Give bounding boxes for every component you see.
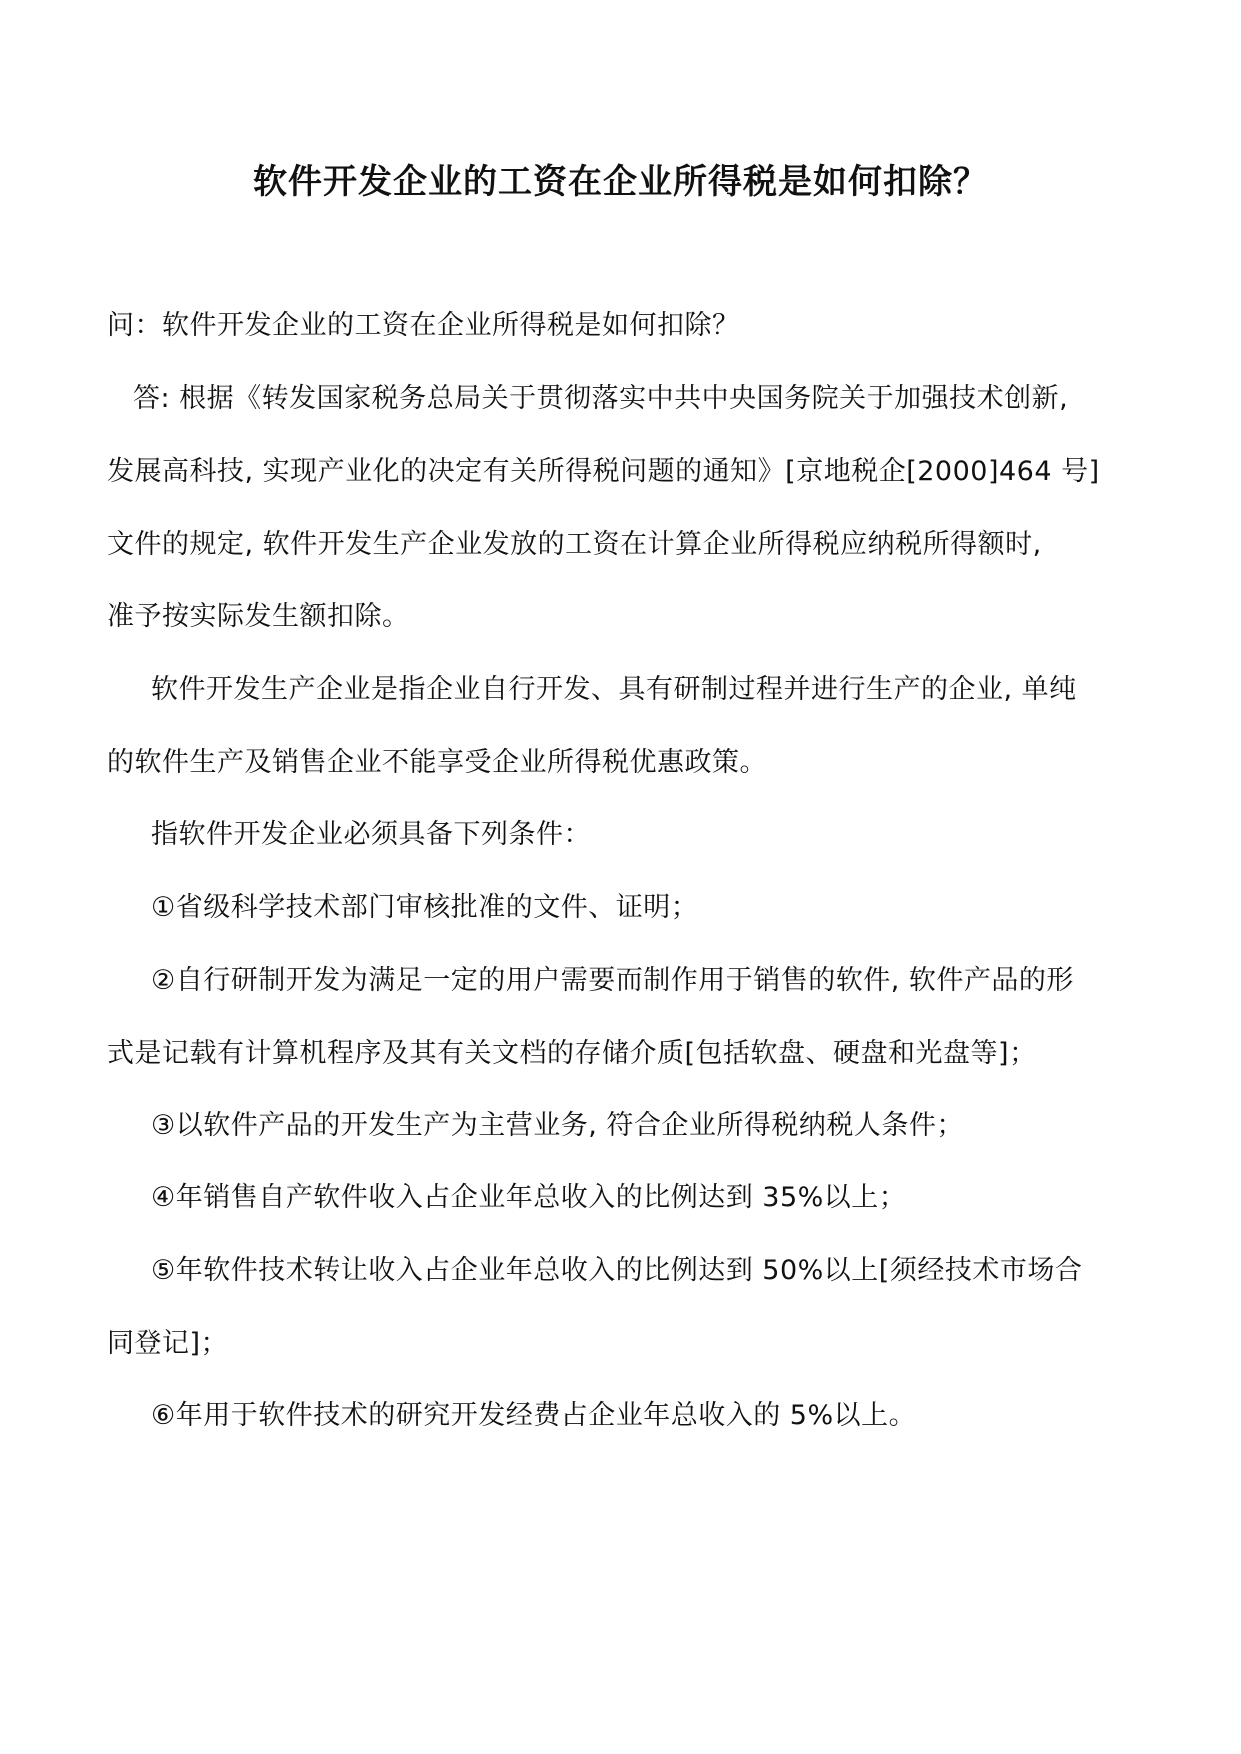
condition-item-1: ①省级科学技术部门审核批准的文件、证明； bbox=[151, 892, 699, 923]
answer-line: 答: 根据《转发国家税务总局关于贯彻落实中共中央国务院关于加强技术创新, bbox=[133, 383, 1069, 414]
answer-line: 准予按实际发生额扣除。 bbox=[107, 601, 410, 632]
condition-item-4: ④年销售自产软件收入占企业年总收入的比例达到 35%以上； bbox=[151, 1182, 907, 1213]
condition-item-2-continued: 式是记载有计算机程序及其有关文档的存储介质[包括软盘、硬盘和光盘等]； bbox=[107, 1038, 1037, 1069]
answer-line: 文件的规定, 软件开发生产企业发放的工资在计算企业所得税应纳税所得额时, bbox=[107, 529, 1042, 560]
condition-item-3: ③以软件产品的开发生产为主营业务, 符合企业所得税纳税人条件； bbox=[151, 1110, 964, 1141]
definition-line: 软件开发生产企业是指企业自行开发、具有研制过程并进行生产的企业, 单纯 bbox=[151, 674, 1077, 705]
document-title: 软件开发企业的工资在企业所得税是如何扣除？ bbox=[253, 162, 988, 202]
conditions-intro: 指软件开发企业必须具备下列条件： bbox=[151, 819, 591, 850]
condition-item-5: ⑤年软件技术转让收入占企业年总收入的比例达到 50%以上[须经技术市场合 bbox=[151, 1255, 1083, 1286]
answer-line: 发展高科技, 实现产业化的决定有关所得税问题的通知》[京地税企[2000]464 号] bbox=[107, 456, 1100, 487]
condition-item-2: ②自行研制开发为满足一定的用户需要而制作用于销售的软件, 软件产品的形 bbox=[151, 965, 1074, 996]
question-line: 问：软件开发企业的工资在企业所得税是如何扣除？ bbox=[107, 310, 740, 341]
definition-line: 的软件生产及销售企业不能享受企业所得税优惠政策。 bbox=[107, 747, 767, 778]
condition-item-6: ⑥年用于软件技术的研究开发经费占企业年总收入的 5%以上。 bbox=[151, 1400, 917, 1431]
condition-item-5-continued: 同登记]； bbox=[107, 1328, 229, 1359]
